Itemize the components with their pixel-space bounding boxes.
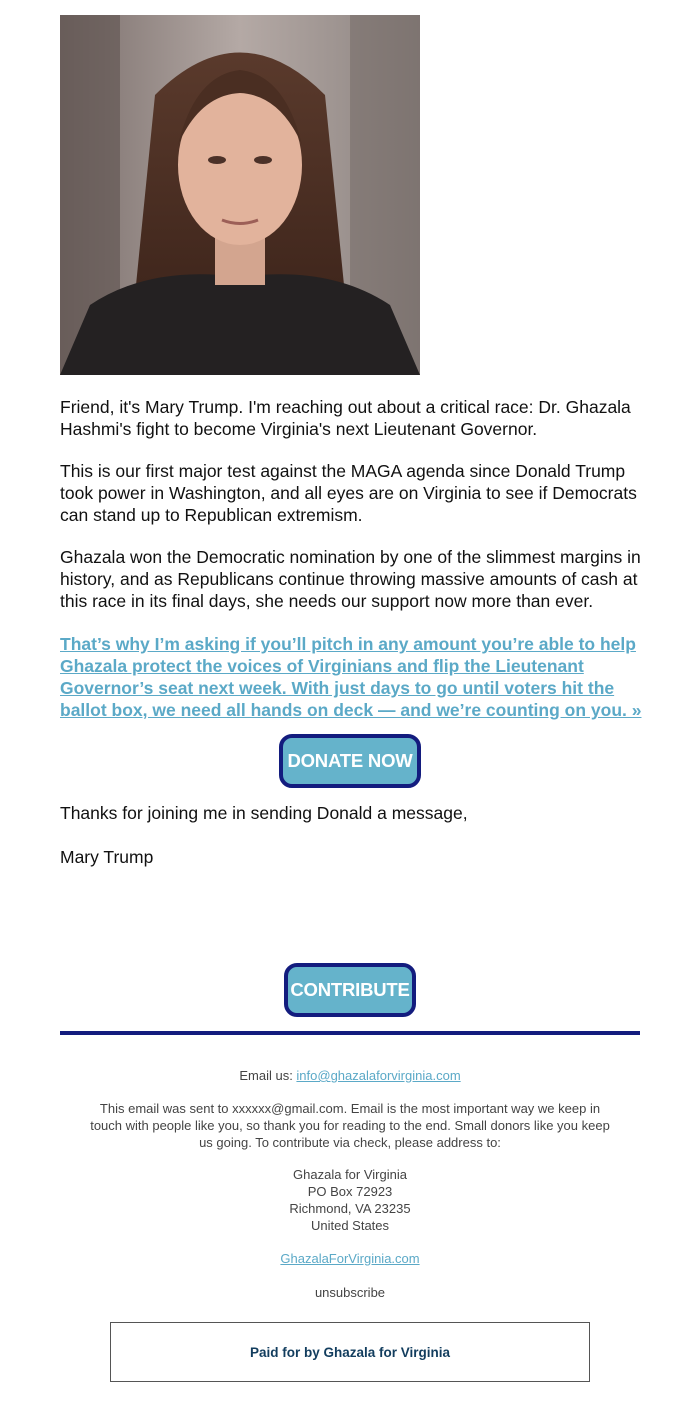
footer-unsubscribe xyxy=(60,1284,640,1301)
context-paragraph: This is our first major test against the MAGA agenda since Donald Trump took power in Washington, and all eyes are on Virginia to see if Democrats can stand up to Republican extremism. xyxy=(60,461,637,525)
website-link[interactable]: GhazalaForVirginia.com xyxy=(280,1251,420,1266)
mailing-address xyxy=(60,1166,640,1234)
unsubscribe-link[interactable]: unsubscribe xyxy=(314,1285,386,1300)
urgency-paragraph: Ghazala won the Democratic nomination by one of the slimmest margins in history, and as Republicans continue throwing massive amounts of cash at this race in its final days, she needs our support now more than ever. xyxy=(60,547,641,611)
address-line: United States xyxy=(310,1218,390,1233)
portrait-icon xyxy=(60,15,420,375)
portrait-photo xyxy=(60,15,420,375)
contribute-button[interactable]: CONTRIBUTE xyxy=(284,963,416,1017)
footer-email-line xyxy=(60,1067,640,1084)
address-line: Richmond, VA 23235 xyxy=(289,1201,411,1216)
closing-line: Thanks for joining me in sending Donald a message, xyxy=(60,803,468,823)
donate-now-button[interactable]: DONATE NOW xyxy=(279,734,421,788)
divider xyxy=(60,1031,640,1035)
email-label: Email us: xyxy=(239,1068,297,1083)
paid-for-disclaimer: Paid for by Ghazala for Virginia xyxy=(110,1322,590,1382)
address-line: PO Box 72923 xyxy=(307,1184,393,1199)
footer-site xyxy=(60,1250,640,1267)
address-line: Ghazala for Virginia xyxy=(293,1167,407,1182)
footer-note: This email was sent to xxxxxx@gmail.com. Email is the most important way we keep in touch with people like you, so thank you for reading to the end. Small donors like you keep us going. To contribute via check, please address to: xyxy=(90,1101,610,1150)
signature: Mary Trump xyxy=(60,847,154,867)
email-link[interactable]: info@ghazalaforvirginia.com xyxy=(296,1068,461,1083)
donation-appeal-link[interactable]: That’s why I’m asking if you’ll pitch in any amount you’re able to help Ghazala protect the voices of Virginians and flip the Lieutenant Governor’s seat next week. With just days to go until voters hit the ballot box, we need all hands on deck — and we’re counting on you. » xyxy=(60,634,642,720)
intro-paragraph: Friend, it's Mary Trump. I'm reaching out about a critical race: Dr. Ghazala Hashmi's fight to become Virginia's next Lieutenant Governor. xyxy=(60,397,631,439)
